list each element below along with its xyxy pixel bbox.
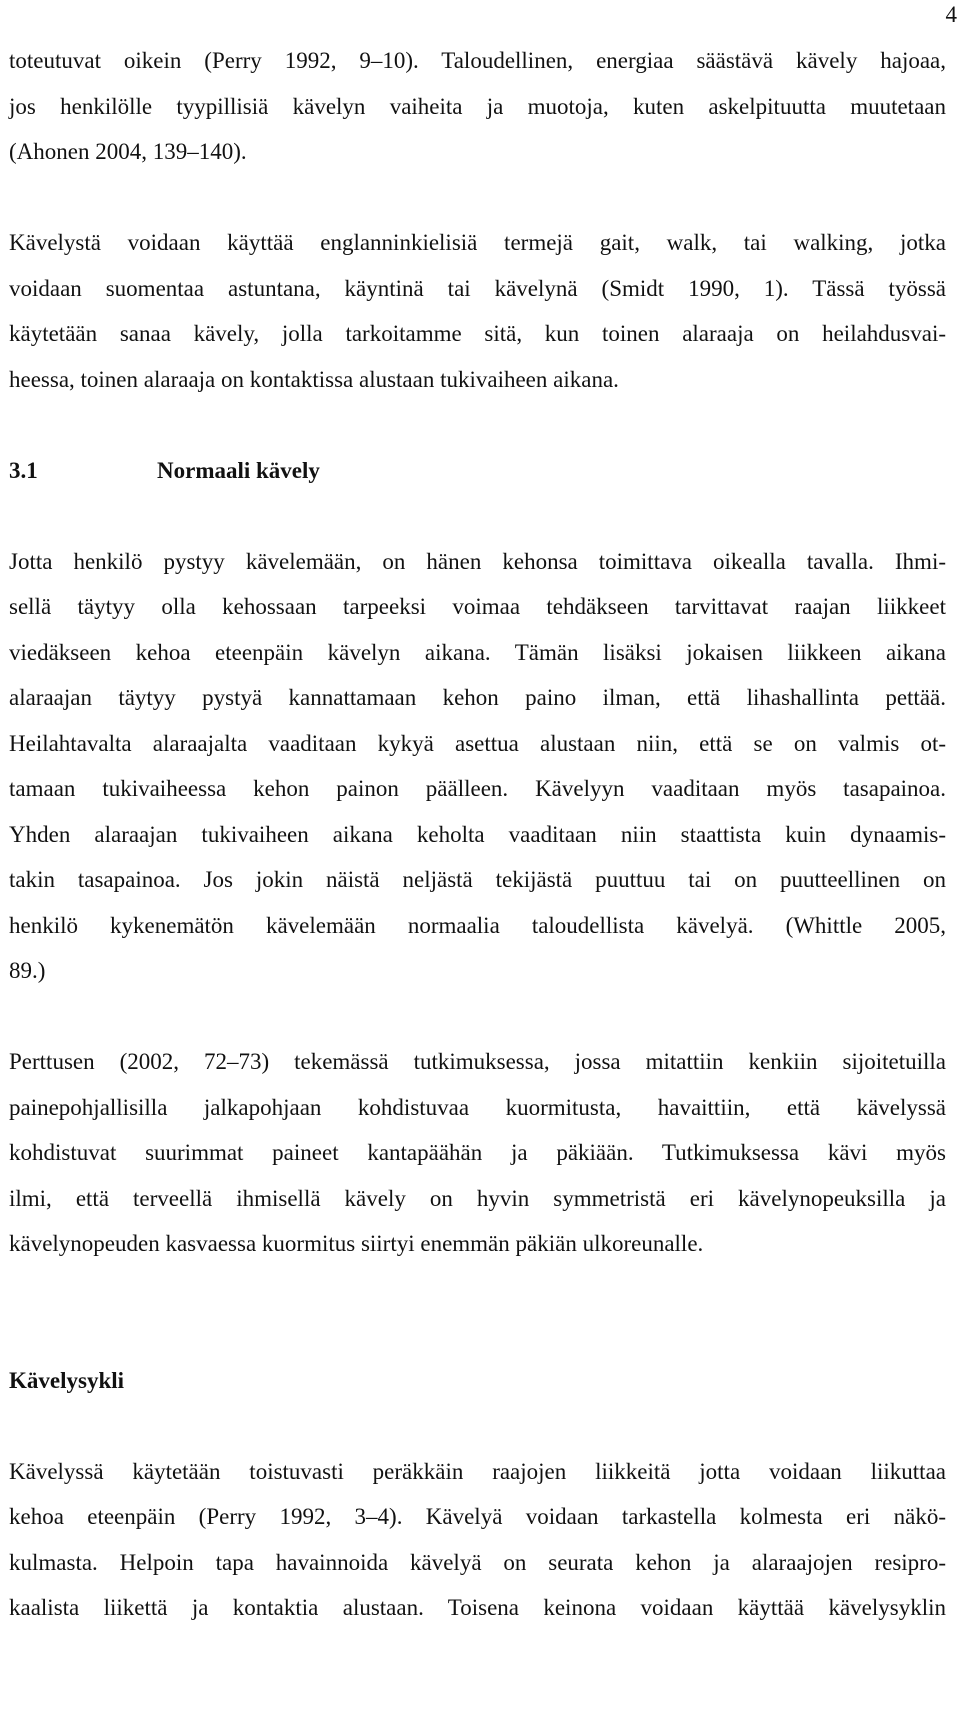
paragraph-gap <box>9 402 946 448</box>
text-line: heessa, toinen alaraaja on kontaktissa alustaan tukivaiheen aikana. <box>9 366 619 392</box>
subheading: Kävelysykli <box>9 1367 125 1393</box>
paragraph-2 <box>9 220 946 402</box>
page-number: 4 <box>945 2 957 27</box>
text-line: takin tasapainoa. Jos jokin näistä neljästä tekijästä puuttuu tai on puutteellinen on <box>9 867 946 892</box>
text-line: Jotta henkilö pystyy kävelemään, on hänen kehonsa toimittava oikealla tavalla. Ihmi- <box>9 548 946 574</box>
paragraph-gap <box>9 175 946 221</box>
text-line: kulmasta. Helpoin tapa havainnoida kävelyä on seurata kehon ja alaraajojen resipro- <box>9 1549 946 1575</box>
text-line: jos henkilölle tyypillisiä kävelyn vaiheita ja muotoja, kuten askelpituutta muutetaan <box>9 93 946 119</box>
paragraph-gap <box>9 1312 946 1358</box>
text-line: kaalista liikettä ja kontaktia alustaan. Toisena keinona voidaan käyttää kävelysyklin <box>9 1595 946 1620</box>
text-line: viedäkseen kehoa eteenpäin kävelyn aikana. Tämän lisäksi jokaisen liikkeen aikana <box>9 639 946 665</box>
text-line: käytetään sanaa kävely, jolla tarkoitamme sitä, kun toinen alaraaja on heilahdusvai- <box>9 321 946 346</box>
paragraph-gap <box>9 1267 946 1313</box>
text-line: voidaan suomentaa astuntana, käyntinä tai kävelynä (Smidt 1990, 1). Tässä työssä <box>9 275 946 301</box>
text-line: Heilahtavalta alaraajalta vaaditaan kykyä asettua alustaan niin, että se on valmis ot- <box>9 730 946 756</box>
text-line: kohdistuvat suurimmat paineet kantapäähän ja päkiään. Tutkimuksessa kävi myös <box>9 1140 946 1165</box>
text-line: 89.) <box>9 958 46 983</box>
text-line: Kävelyssä käytetään toistuvasti peräkkäin raajojen liikkeitä jotta voidaan liikuttaa <box>9 1458 946 1484</box>
text-line: tamaan tukivaiheessa kehon painon päälleen. Kävelyyn vaaditaan myös tasapainoa. <box>9 776 946 801</box>
text-line: alaraajan täytyy pystyä kannattamaan kehon paino ilman, että lihashallinta pettää. <box>9 685 946 710</box>
text-line: ilmi, että terveellä ihmisellä kävely on hyvin symmetristä eri kävelynopeuksilla ja <box>9 1185 946 1211</box>
text-line: (Ahonen 2004, 139–140). <box>9 139 247 164</box>
text-line: kävelynopeuden kasvaessa kuormitus siirtyi enemmän päkiän ulkoreunalle. <box>9 1231 704 1256</box>
paragraph-3 <box>9 539 946 994</box>
text-line: painepohjallisilla jalkapohjaan kohdistuvaa kuormitusta, havaittiin, että kävelyssä <box>9 1094 946 1120</box>
paragraph-5 <box>9 1449 946 1631</box>
paragraph-gap <box>9 994 946 1040</box>
text-line: Yhden alaraajan tukivaiheen aikana keholta vaaditaan niin staattista kuin dynaamis- <box>9 821 946 847</box>
paragraph-4 <box>9 1039 946 1267</box>
text-line: Perttusen (2002, 72–73) tekemässä tutkimuksessa, jossa mitattiin kenkiin sijoitetuilla <box>9 1049 946 1074</box>
paragraph-gap <box>9 1403 946 1449</box>
text-line: Kävelystä voidaan käyttää englanninkielisiä termejä gait, walk, tai walking, jotka <box>9 230 946 255</box>
paragraph-gap <box>9 493 946 539</box>
text-line: sellä täytyy olla kehossaan tarpeeksi voimaa tehdäkseen tarvittavat raajan liikkeet <box>9 594 946 619</box>
text-line: toteutuvat oikein (Perry 1992, 9–10). Taloudellinen, energiaa säästävä kävely hajoaa, <box>9 48 946 73</box>
text-line: kehoa eteenpäin (Perry 1992, 3–4). Kävelyä voidaan tarkastella kolmesta eri näkö- <box>9 1504 946 1529</box>
section-title: Normaali kävely <box>157 457 320 483</box>
paragraph-1 <box>9 38 946 175</box>
section-heading <box>9 448 946 494</box>
text-line: henkilö kykenemätön kävelemään normaalia taloudellista kävelyä. (Whittle 2005, <box>9 912 946 938</box>
section-number: 3.1 <box>9 457 38 483</box>
document-body <box>9 38 946 1631</box>
